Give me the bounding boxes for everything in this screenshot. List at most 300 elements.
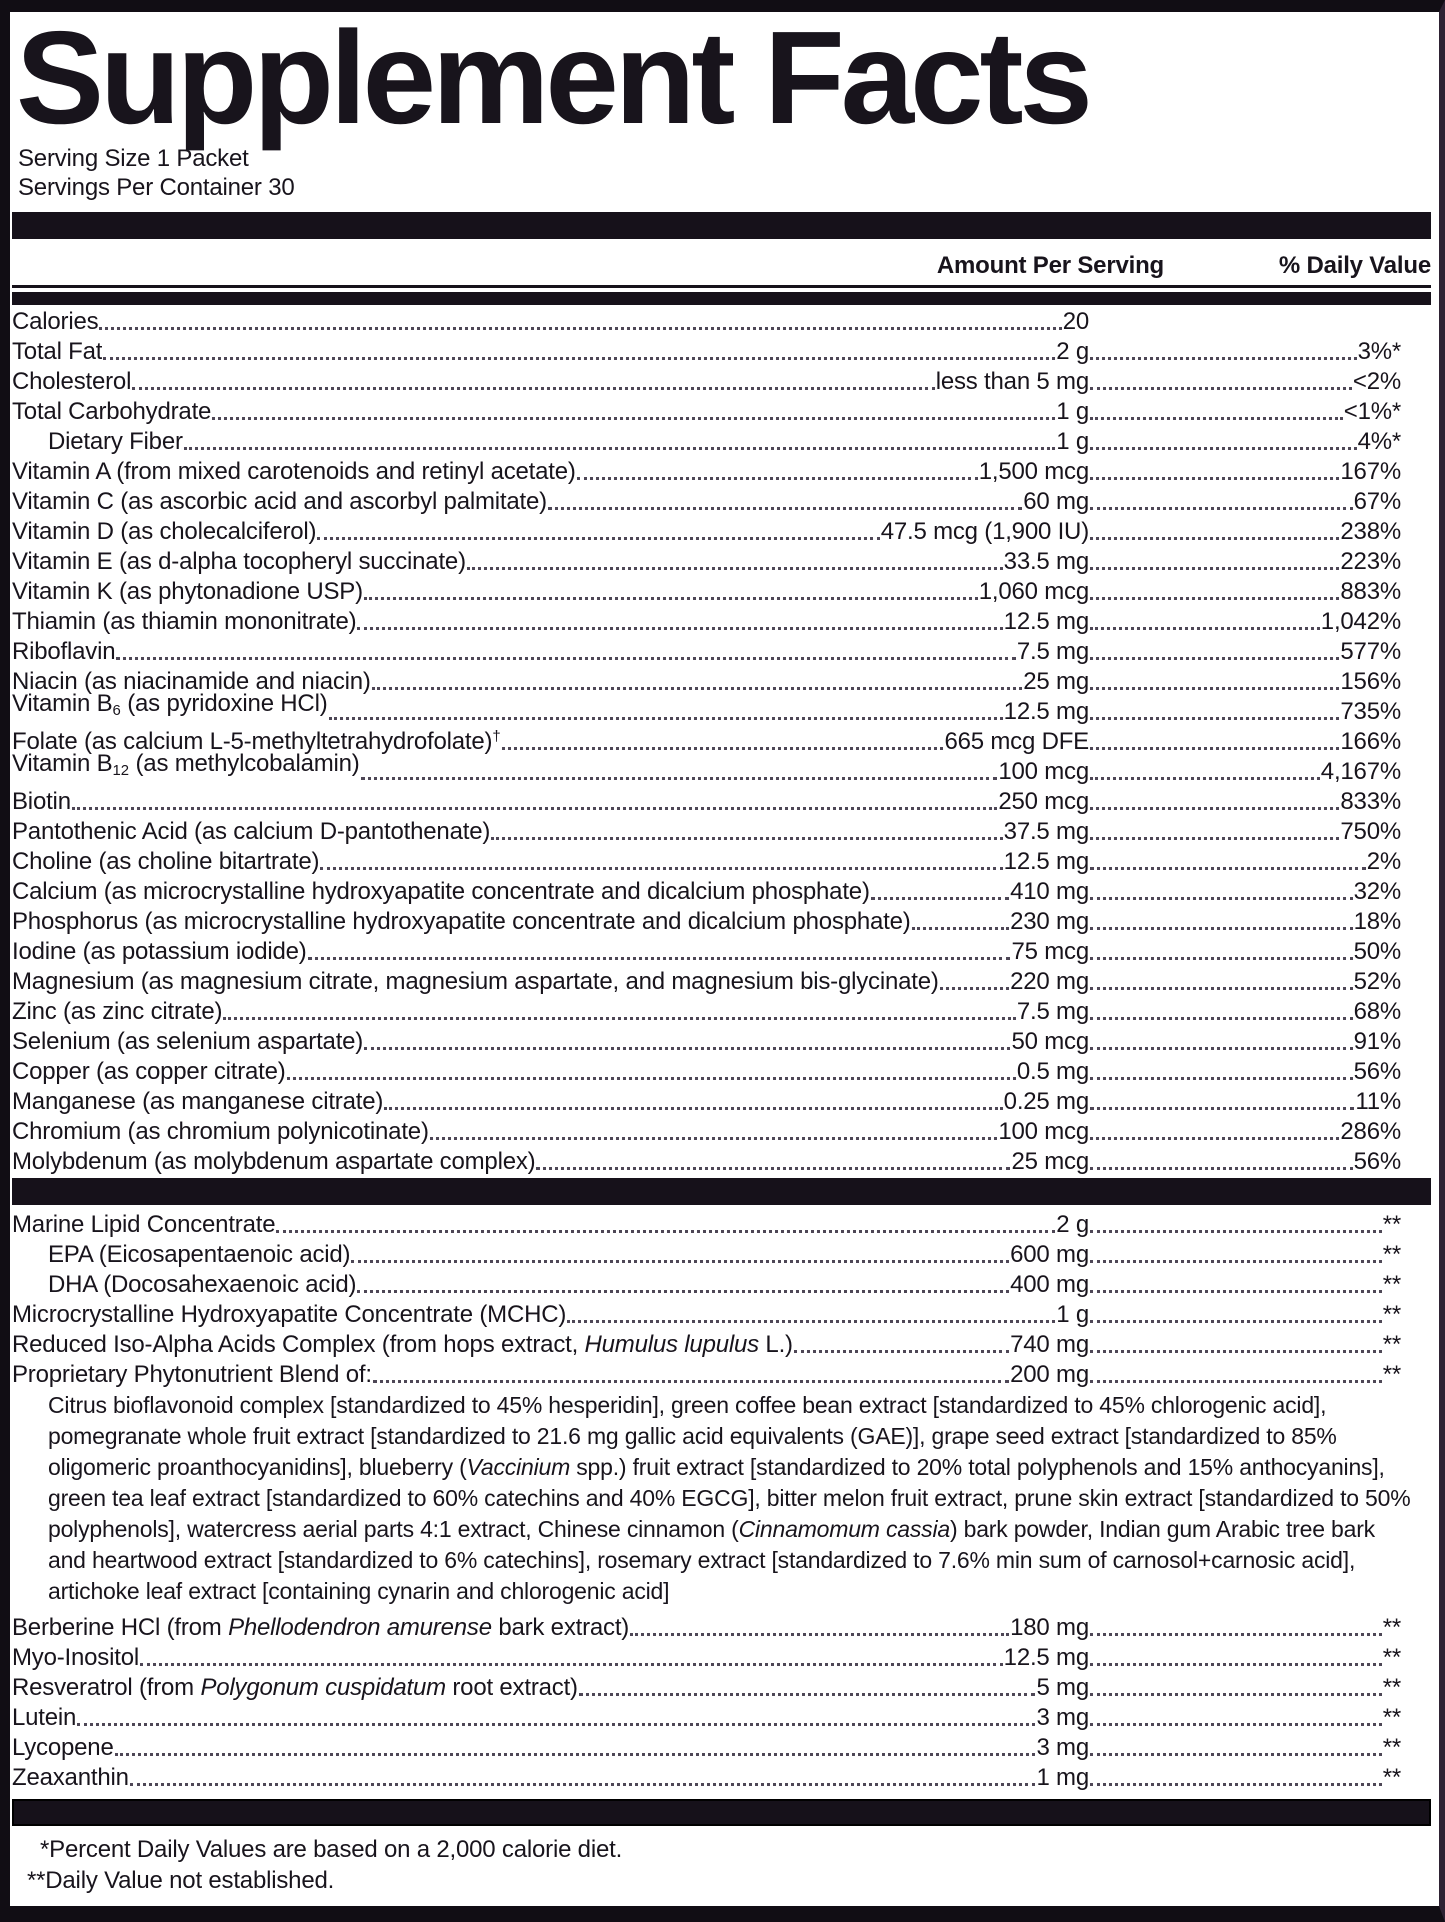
nutrient-name bbox=[12, 428, 183, 455]
text-segment: Polygonum cuspidatum bbox=[200, 1674, 446, 1701]
text-segment: Reduced Iso-Alpha Acids Complex (from hops extract, bbox=[12, 1331, 585, 1358]
nutrient-row bbox=[12, 1701, 1431, 1731]
text-segment: Biotin bbox=[12, 788, 71, 815]
nutrient-row bbox=[12, 1731, 1431, 1761]
leader-dots bbox=[276, 1230, 1055, 1233]
amount-value: 1,500 mcg bbox=[978, 458, 1089, 485]
text-segment: Niacin (as niacinamide and niacin) bbox=[12, 668, 371, 695]
nutrient-name bbox=[12, 1028, 363, 1055]
leader-dots bbox=[308, 957, 1011, 960]
serving-size: Serving Size 1 Packet bbox=[18, 145, 249, 172]
amount-value: 33.5 mg bbox=[1003, 548, 1089, 575]
nutrient-name bbox=[12, 1644, 139, 1671]
leader-dots bbox=[1090, 1380, 1382, 1383]
leader-dots bbox=[491, 837, 1003, 840]
leader-dots bbox=[1090, 627, 1320, 630]
text-segment: Vitamin D (as cholecalciferol) bbox=[12, 518, 317, 545]
text-segment: Lutein bbox=[12, 1704, 77, 1731]
daily-value: 833% bbox=[1340, 788, 1401, 815]
amount-value: 2 g bbox=[1056, 1211, 1089, 1238]
daily-value: ** bbox=[1382, 1301, 1401, 1328]
text-segment: Vitamin K (as phytonadione USP) bbox=[12, 578, 363, 605]
leader-dots bbox=[1090, 957, 1353, 960]
text-segment: Citrus bioflavonoid complex [standardized to 45% hesperidin], green coffee bean extract [standardized to 45% chlorogenic acid], pomegranate whole fruit extract [standardized to 21.6 mg gallic acid equivalents (GAE)], grape seed extract [standardized to 85% oligomeric proanthocyanidins], blueberry ( bbox=[48, 1392, 1337, 1480]
nutrient-name bbox=[12, 998, 222, 1025]
leader-dots bbox=[287, 1077, 1016, 1080]
leader-dots bbox=[115, 1753, 1036, 1756]
leader-dots bbox=[116, 657, 1015, 660]
daily-value-header: % Daily Value bbox=[1278, 252, 1431, 279]
daily-value: 56% bbox=[1353, 1148, 1401, 1175]
leader-dots bbox=[1090, 1077, 1353, 1080]
text-segment: Total Fat bbox=[12, 338, 103, 365]
amount-value: 100 mcg bbox=[998, 1118, 1089, 1145]
amount-value: 1 g bbox=[1056, 1301, 1089, 1328]
nutrient-row bbox=[12, 1671, 1431, 1701]
nutrient-row bbox=[12, 965, 1431, 995]
leader-dots bbox=[912, 927, 1010, 930]
servings-per-container: Servings Per Container 30 bbox=[18, 174, 295, 201]
nutrient-row bbox=[12, 1145, 1431, 1175]
text-segment: Vaccinium bbox=[466, 1454, 571, 1480]
leader-dots bbox=[1090, 597, 1339, 600]
nutrient-row bbox=[12, 515, 1431, 545]
daily-value: ** bbox=[1382, 1211, 1401, 1238]
daily-value: 167% bbox=[1340, 458, 1401, 485]
daily-value: ** bbox=[1382, 1704, 1401, 1731]
daily-value: 166% bbox=[1340, 728, 1401, 755]
nutrient-row bbox=[12, 749, 1431, 785]
amount-value: 100 mcg bbox=[998, 758, 1089, 785]
amount-value: 410 mg bbox=[1010, 878, 1089, 905]
amount-value: 230 mg bbox=[1010, 908, 1089, 935]
leader-dots bbox=[1090, 1260, 1382, 1263]
nutrient-name bbox=[12, 1148, 535, 1175]
text-segment: Zinc (as zinc citrate) bbox=[12, 998, 223, 1025]
daily-value: ** bbox=[1382, 1644, 1401, 1671]
leader-dots bbox=[536, 1167, 1010, 1170]
amount-value: 250 mcg bbox=[998, 788, 1089, 815]
amount-value: 2 g bbox=[1056, 338, 1089, 365]
leader-dots bbox=[1090, 687, 1339, 690]
amount-value: 47.5 mcg (1,900 IU) bbox=[880, 518, 1089, 545]
leader-dots bbox=[1090, 357, 1357, 360]
leader-dots bbox=[567, 1320, 1055, 1323]
daily-value: 4,167% bbox=[1320, 758, 1401, 785]
nutrient-name bbox=[12, 638, 115, 665]
text-segment: Pantothenic Acid (as calcium D-pantothenate) bbox=[12, 818, 491, 845]
leader-dots bbox=[1090, 417, 1343, 420]
nutrient-row bbox=[12, 689, 1431, 725]
leader-dots bbox=[794, 1350, 1009, 1353]
amount-value: 1 g bbox=[1056, 428, 1089, 455]
nutrient-row bbox=[12, 935, 1431, 965]
leader-dots bbox=[1090, 1167, 1353, 1170]
leader-dots bbox=[577, 477, 978, 480]
leader-dots bbox=[1090, 1017, 1353, 1020]
text-segment: Vitamin C (as ascorbic acid and ascorbyl palmitate) bbox=[12, 488, 547, 515]
column-header-row bbox=[12, 239, 1431, 285]
leader-dots bbox=[1090, 717, 1339, 720]
nutrient-row bbox=[12, 635, 1431, 665]
leader-dots bbox=[1090, 1320, 1382, 1323]
leader-dots bbox=[184, 447, 1055, 450]
nutrient-row bbox=[12, 1328, 1431, 1358]
daily-value: <2% bbox=[1352, 368, 1401, 395]
nutrient-name bbox=[12, 338, 102, 365]
nutrient-name bbox=[12, 1331, 793, 1358]
leader-dots bbox=[1090, 1633, 1382, 1636]
text-segment: Thiamin (as thiamin mononitrate) bbox=[12, 608, 357, 635]
leader-dots bbox=[72, 807, 998, 810]
leader-dots bbox=[357, 1290, 1009, 1293]
leader-dots bbox=[1090, 1230, 1382, 1233]
text-segment: Choline (as choline bitartrate) bbox=[12, 848, 320, 875]
leader-dots bbox=[351, 1260, 1009, 1263]
section-divider-top bbox=[12, 212, 1431, 239]
leader-dots bbox=[1090, 927, 1353, 930]
daily-value: 11% bbox=[1355, 1088, 1401, 1115]
leader-dots bbox=[1090, 987, 1353, 990]
leader-dots bbox=[1090, 1753, 1382, 1756]
amount-per-serving-header: Amount Per Serving bbox=[936, 252, 1164, 279]
nutrient-name bbox=[12, 750, 360, 785]
text-segment: Total Carbohydrate bbox=[12, 398, 212, 425]
header-rule bbox=[12, 285, 1431, 305]
leader-dots bbox=[1090, 1137, 1339, 1140]
nutrient-row bbox=[12, 575, 1431, 605]
nutrient-name bbox=[12, 908, 911, 935]
leader-dots bbox=[361, 777, 998, 780]
leader-dots bbox=[430, 1137, 998, 1140]
footnote-not-established: **Daily Value not established. bbox=[27, 1867, 335, 1894]
nutrient-name bbox=[12, 1118, 429, 1145]
leader-dots bbox=[77, 1723, 1035, 1726]
amount-value: 740 mg bbox=[1010, 1331, 1089, 1358]
daily-value: 67% bbox=[1353, 488, 1401, 515]
nutrient-row bbox=[12, 1208, 1431, 1238]
leader-dots bbox=[1090, 1047, 1353, 1050]
daily-value: 238% bbox=[1340, 518, 1401, 545]
daily-value: ** bbox=[1382, 1674, 1401, 1701]
nutrient-name bbox=[12, 1058, 286, 1085]
text-segment: root extract) bbox=[445, 1674, 578, 1701]
text-segment: Phosphorus (as microcrystalline hydroxyapatite concentrate and dicalcium phosphate) bbox=[12, 908, 911, 935]
daily-value: ** bbox=[1382, 1331, 1401, 1358]
text-segment: Riboflavin bbox=[12, 638, 116, 665]
nutrient-name bbox=[12, 878, 870, 905]
daily-value: 50% bbox=[1353, 938, 1401, 965]
leader-dots bbox=[1090, 657, 1339, 660]
daily-value: 750% bbox=[1340, 818, 1401, 845]
amount-value: 400 mg bbox=[1010, 1271, 1089, 1298]
text-segment: Vitamin E (as d-alpha tocopheryl succinate) bbox=[12, 548, 466, 575]
text-segment: bark extract) bbox=[491, 1614, 630, 1641]
nutrient-name bbox=[12, 1271, 356, 1298]
text-segment: Cholesterol bbox=[12, 368, 132, 395]
nutrient-name bbox=[12, 548, 466, 575]
leader-dots bbox=[1090, 1350, 1382, 1353]
text-segment: Resveratrol (from bbox=[12, 1674, 201, 1701]
daily-value: ** bbox=[1382, 1734, 1401, 1761]
nutrient-row bbox=[12, 1611, 1431, 1641]
amount-value: 220 mg bbox=[1010, 968, 1089, 995]
leader-dots bbox=[630, 1633, 1009, 1636]
nutrient-name bbox=[12, 608, 356, 635]
leader-dots bbox=[223, 1017, 1016, 1020]
nutrient-name bbox=[12, 690, 328, 725]
nutrient-name bbox=[12, 788, 71, 815]
leader-dots bbox=[99, 327, 1061, 330]
text-segment: L.) bbox=[758, 1331, 793, 1358]
amount-value: 1,060 mcg bbox=[978, 578, 1089, 605]
amount-value: 37.5 mg bbox=[1003, 818, 1089, 845]
text-segment: Chromium (as chromium polynicotinate) bbox=[12, 1118, 429, 1145]
text-segment: Calories bbox=[12, 308, 99, 335]
leader-dots bbox=[357, 627, 1002, 630]
amount-value: 75 mcg bbox=[1011, 938, 1089, 965]
leader-dots bbox=[329, 717, 1003, 720]
nutrient-name bbox=[12, 938, 307, 965]
leader-dots bbox=[130, 1783, 1036, 1786]
amount-value: 12.5 mg bbox=[1003, 848, 1089, 875]
nutrient-row bbox=[12, 485, 1431, 515]
text-segment: Folate (as calcium L-5-methyltetrahydrofolate) bbox=[12, 728, 493, 755]
text-segment: Zeaxanthin bbox=[12, 1764, 129, 1791]
amount-value: 600 mg bbox=[1010, 1241, 1089, 1268]
text-segment: Humulus lupulus bbox=[584, 1331, 759, 1358]
daily-value: <1%* bbox=[1343, 398, 1401, 425]
section-divider-middle bbox=[12, 1178, 1431, 1205]
amount-value: 0.25 mg bbox=[1003, 1088, 1089, 1115]
text-segment: Copper (as copper citrate) bbox=[12, 1058, 286, 1085]
leader-dots bbox=[317, 537, 879, 540]
leader-dots bbox=[1090, 1107, 1354, 1110]
daily-value: ** bbox=[1382, 1361, 1401, 1388]
text-segment: Proprietary Phytonutrient Blend of: bbox=[12, 1361, 372, 1388]
text-segment: Marine Lipid Concentrate bbox=[12, 1211, 276, 1238]
amount-value: 1 g bbox=[1056, 398, 1089, 425]
text-segment: Selenium (as selenium aspartate) bbox=[12, 1028, 364, 1055]
nutrient-name bbox=[12, 578, 363, 605]
leader-dots bbox=[364, 1047, 1010, 1050]
text-segment: 12 bbox=[112, 763, 130, 779]
amount-value: 12.5 mg bbox=[1003, 698, 1089, 725]
amount-value: 0.5 mg bbox=[1016, 1058, 1089, 1085]
nutrient-row bbox=[12, 845, 1431, 875]
daily-value: 286% bbox=[1340, 1118, 1401, 1145]
leader-dots bbox=[467, 567, 1003, 570]
nutrient-name bbox=[12, 1764, 129, 1791]
nutrient-row bbox=[12, 605, 1431, 635]
nutrient-row bbox=[12, 1238, 1431, 1268]
text-segment: † bbox=[492, 728, 501, 745]
nutrient-row bbox=[12, 455, 1431, 485]
nutrient-name bbox=[12, 818, 490, 845]
nutrient-row bbox=[12, 905, 1431, 935]
text-segment: (as methylcobalamin) bbox=[129, 749, 360, 777]
text-segment: Calcium (as microcrystalline hydroxyapatite concentrate and dicalcium phosphate) bbox=[12, 878, 870, 905]
amount-value: 7.5 mg bbox=[1016, 638, 1089, 665]
nutrient-row bbox=[12, 545, 1431, 575]
text-segment: spp.) fruit extract [standardized to 20% total polyphenols and 15% anthocyanins], green tea leaf extract [standardized to 60% catechins and 40% EGCG], bitter melon fruit extract, prune skin extract [standardized to 50% polyphenols], watercress aerial parts 4:1 extract, Chinese cinnamon ( bbox=[48, 1454, 1411, 1542]
amount-value: 3 mg bbox=[1036, 1704, 1089, 1731]
text-segment: 6 bbox=[112, 703, 121, 719]
nutrient-row bbox=[12, 1115, 1431, 1145]
daily-value: 52% bbox=[1353, 968, 1401, 995]
amount-value: 25 mg bbox=[1023, 668, 1089, 695]
leader-dots bbox=[1090, 1663, 1382, 1666]
nutrient-row bbox=[12, 395, 1431, 425]
text-segment: ) bark powder, Indian gum Arabic tree bark and heartwood extract [standardized to 6% catechins], rosemary extract [standardized to 7.6% min sum of carnosol+carnosic acid], artichoke leaf extract [containing cynarin and chlorogenic acid] bbox=[48, 1516, 1375, 1604]
leader-dots bbox=[1090, 507, 1353, 510]
nutrient-row bbox=[12, 335, 1431, 365]
nutrient-row bbox=[12, 995, 1431, 1025]
nutrient-row bbox=[12, 1761, 1431, 1791]
nutrient-name bbox=[12, 1734, 114, 1761]
leader-dots bbox=[940, 987, 1009, 990]
leader-dots bbox=[320, 867, 1002, 870]
daily-value: 56% bbox=[1353, 1058, 1401, 1085]
daily-value: 223% bbox=[1340, 548, 1401, 575]
nutrient-name bbox=[12, 398, 211, 425]
nutrient-name bbox=[12, 1361, 372, 1388]
nutrient-row bbox=[12, 1358, 1431, 1388]
leader-dots bbox=[871, 897, 1009, 900]
amount-value: 12.5 mg bbox=[1003, 608, 1089, 635]
daily-value: 2% bbox=[1366, 848, 1401, 875]
daily-value: 91% bbox=[1353, 1028, 1401, 1055]
amount-value: 12.5 mg bbox=[1003, 1644, 1089, 1671]
leader-dots bbox=[1090, 1783, 1382, 1786]
leader-dots bbox=[1090, 747, 1339, 750]
daily-value: 156% bbox=[1340, 668, 1401, 695]
leader-dots bbox=[1090, 477, 1339, 480]
text-segment: Cinnamomum cassia bbox=[738, 1516, 950, 1542]
nutrient-row bbox=[12, 1641, 1431, 1671]
leader-dots bbox=[212, 417, 1055, 420]
nutrient-name bbox=[12, 1674, 578, 1701]
leader-dots bbox=[1090, 1723, 1382, 1726]
text-segment: Vitamin B bbox=[12, 689, 113, 717]
text-segment: Myo-Inositol bbox=[12, 1644, 139, 1671]
text-segment: Berberine HCl (from bbox=[12, 1614, 229, 1641]
leader-dots bbox=[373, 1380, 1009, 1383]
leader-dots bbox=[384, 1107, 1003, 1110]
nutrient-table-secondary-a bbox=[12, 1208, 1431, 1388]
nutrient-name bbox=[12, 968, 939, 995]
amount-value: 5 mg bbox=[1036, 1674, 1089, 1701]
text-segment: Dietary Fiber bbox=[48, 428, 183, 455]
daily-value: ** bbox=[1382, 1241, 1401, 1268]
footnote-daily-values: *Percent Daily Values are based on a 2,000 calorie diet. bbox=[40, 1836, 623, 1863]
leader-dots bbox=[1090, 897, 1353, 900]
daily-value: 68% bbox=[1353, 998, 1401, 1025]
leader-dots bbox=[1090, 837, 1339, 840]
leader-dots bbox=[579, 1693, 1036, 1696]
nutrient-name bbox=[12, 308, 98, 335]
page-title: Supplement Facts bbox=[16, 4, 1089, 151]
daily-value: 3%* bbox=[1357, 338, 1401, 365]
nutrient-row bbox=[12, 1268, 1431, 1298]
nutrient-name bbox=[12, 368, 131, 395]
daily-value: 18% bbox=[1353, 908, 1401, 935]
leader-dots bbox=[1090, 807, 1339, 810]
nutrient-name bbox=[12, 518, 316, 545]
footnotes bbox=[12, 1834, 1431, 1906]
amount-value: less than 5 mg bbox=[935, 368, 1089, 395]
nutrient-name bbox=[12, 1614, 629, 1641]
nutrient-row bbox=[12, 1298, 1431, 1328]
text-segment: Phellodendron amurense bbox=[228, 1614, 492, 1641]
nutrient-row bbox=[12, 1055, 1431, 1085]
leader-dots bbox=[1090, 777, 1320, 780]
blend-description bbox=[12, 1388, 1431, 1611]
leader-dots bbox=[1090, 537, 1339, 540]
nutrient-table-secondary-b bbox=[12, 1611, 1431, 1791]
leader-dots bbox=[1090, 447, 1357, 450]
nutrient-table-main bbox=[12, 305, 1431, 1175]
daily-value: ** bbox=[1382, 1614, 1401, 1641]
text-segment: Manganese (as manganese citrate) bbox=[12, 1088, 384, 1115]
nutrient-row bbox=[12, 875, 1431, 905]
amount-value: 25 mcg bbox=[1011, 1148, 1089, 1175]
leader-dots bbox=[364, 597, 978, 600]
nutrient-row bbox=[12, 1085, 1431, 1115]
text-segment: Microcrystalline Hydroxyapatite Concentrate (MCHC) bbox=[12, 1301, 567, 1328]
daily-value: 577% bbox=[1340, 638, 1401, 665]
nutrient-name bbox=[12, 1241, 350, 1268]
nutrient-name bbox=[12, 1704, 76, 1731]
text-segment: DHA (Docosahexaenoic acid) bbox=[48, 1271, 357, 1298]
text-segment: Magnesium (as magnesium citrate, magnesium aspartate, and magnesium bis-glycinate) bbox=[12, 968, 939, 995]
leader-dots bbox=[1090, 867, 1366, 870]
amount-value: 60 mg bbox=[1023, 488, 1089, 515]
nutrient-row bbox=[12, 305, 1431, 335]
daily-value: 32% bbox=[1353, 878, 1401, 905]
leader-dots bbox=[140, 1663, 1003, 1666]
amount-value: 200 mg bbox=[1010, 1361, 1089, 1388]
nutrient-name bbox=[12, 1088, 383, 1115]
serving-info bbox=[12, 144, 1431, 202]
nutrient-row bbox=[12, 425, 1431, 455]
label-content bbox=[12, 4, 1431, 1906]
leader-dots bbox=[1090, 387, 1352, 390]
leader-dots bbox=[1090, 1290, 1382, 1293]
nutrient-name bbox=[12, 458, 576, 485]
daily-value: ** bbox=[1382, 1271, 1401, 1298]
daily-value: 735% bbox=[1340, 698, 1401, 725]
amount-value: 180 mg bbox=[1010, 1614, 1089, 1641]
text-segment: Lycopene bbox=[12, 1734, 114, 1761]
amount-value: 1 mg bbox=[1036, 1764, 1089, 1791]
daily-value: 4%* bbox=[1357, 428, 1401, 455]
nutrient-row bbox=[12, 785, 1431, 815]
amount-value: 7.5 mg bbox=[1016, 998, 1089, 1025]
daily-value: 883% bbox=[1340, 578, 1401, 605]
leader-dots bbox=[548, 507, 1022, 510]
nutrient-name bbox=[12, 488, 547, 515]
text-segment: Vitamin B bbox=[12, 749, 113, 777]
nutrient-row bbox=[12, 365, 1431, 395]
amount-value: 3 mg bbox=[1036, 1734, 1089, 1761]
leader-dots bbox=[1090, 567, 1339, 570]
section-divider-bottom bbox=[12, 1799, 1431, 1826]
text-segment: Molybdenum (as molybdenum aspartate complex) bbox=[12, 1148, 536, 1175]
nutrient-name bbox=[12, 848, 319, 875]
text-segment: (as pyridoxine HCl) bbox=[120, 689, 328, 717]
leader-dots bbox=[1090, 1693, 1382, 1696]
